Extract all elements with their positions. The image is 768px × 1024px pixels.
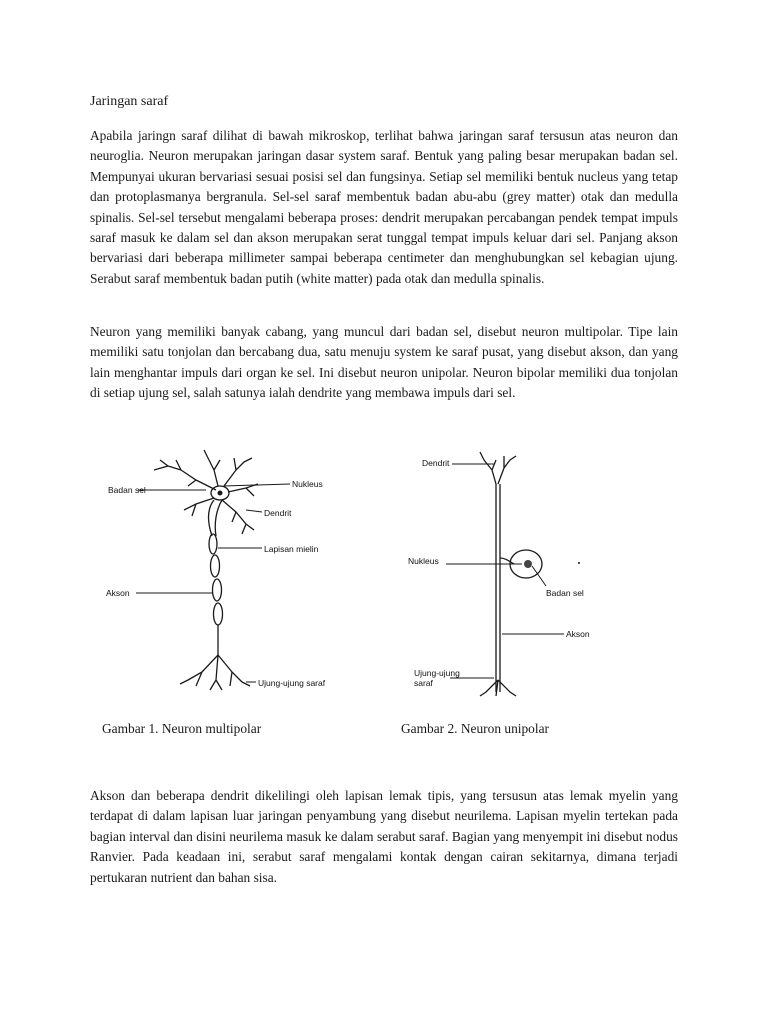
label-akson: Akson <box>106 588 130 598</box>
label-dendrit: Dendrit <box>264 508 292 518</box>
label-lapisan-mielin: Lapisan mielin <box>264 544 319 554</box>
unipolar-neuron-figure <box>400 440 620 700</box>
label-badan-sel: Badan sel <box>546 588 584 598</box>
label-ujung-saraf: Ujung-ujung saraf <box>258 678 326 688</box>
paragraph-2: Neuron yang memiliki banyak cabang, yang muncul dari badan sel, disebut neuron multipolar. Tipe lain memiliki satu tonjolan dan bercabang dua, satu menuju system ke saraf pusat, yang disebut akson, dan yang lain menghantar impuls dari organ ke sel. Ini disebut neuron unipolar. Neuron bipolar memiliki dua tonjolan di setiap ujung sel, salah satunya ialah dendrite yang membawa impuls dari sel. <box>90 324 678 401</box>
label-akson: Akson <box>566 629 590 639</box>
nucleus-dot <box>524 560 532 568</box>
figure2-caption: Gambar 2. Neuron unipolar <box>401 721 549 736</box>
nucleus-dot <box>218 491 223 496</box>
cell-stalk <box>500 558 514 564</box>
unipolar-terminals <box>480 680 516 696</box>
myelin-sheath <box>209 500 223 625</box>
paragraph-3: Akson dan beberapa dendrit dikelilingi oleh lapisan lemak tipis, yang tersusun atas lemak myelin yang terdapat di dalam lapisan luar jaringan penyambung yang disebut neurilema. Lapisan myelin tertekan pada bagian interval dan disini neurilema masuk ke dalam serabut saraf. Bagian yang menyempit ini disebut nodus Ranvier. Pada keadaan ini, serabut saraf mengalami kontak dengan cairan sekitarnya, dimana terjadi pertukaran nutrient dan bahan sisa. <box>90 788 678 885</box>
unipolar-dendrites <box>480 452 516 484</box>
paragraph-1: Apabila jaringn saraf dilihat di bawah mikroskop, terlihat bahwa jaringan saraf tersusun atas neuron dan neuroglia. Neuron merupakan jaringan dasar system saraf. Bentuk yang paling besar merupakan badan sel. Mempunyai ukuran bervariasi sesuai posisi sel dan fungsinya. Setiap sel memiliki bentuk nucleus yang tetap dan protoplasmanya bergranula. Sel-sel saraf membentuk badan abu-abu (grey matter) otak dan medulla spinalis. Sel-sel tersebut mengalami beberapa proses: dendrit merupakan percabangan pendek tempat impuls saraf masuk ke dalam sel dan akson merupakan serat tunggal tempat impuls keluar dari sel. Panjang akson bervariasi dari beberapa millimeter sampai beberapa centimeter dan menghubungkan sel kebagian ujung. Serabut saraf membentuk badan putih (white matter) pada otak dan medulla spinalis. <box>90 128 678 286</box>
label-nukleus: Nukleus <box>292 479 323 489</box>
multipolar-dendrites <box>154 450 258 534</box>
label-ujung-line1: Ujung-ujung <box>414 668 460 678</box>
label-dendrit: Dendrit <box>422 458 450 468</box>
multipolar-neuron-figure <box>96 440 356 700</box>
label-badan-sel: Badan sel <box>108 485 146 495</box>
label-nukleus: Nukleus <box>408 556 439 566</box>
figure1-caption: Gambar 1. Neuron multipolar <box>102 721 262 736</box>
label-ujung-line2: saraf <box>414 678 433 688</box>
document-heading: Jaringan saraf <box>90 94 169 109</box>
axon-terminals <box>180 655 250 690</box>
